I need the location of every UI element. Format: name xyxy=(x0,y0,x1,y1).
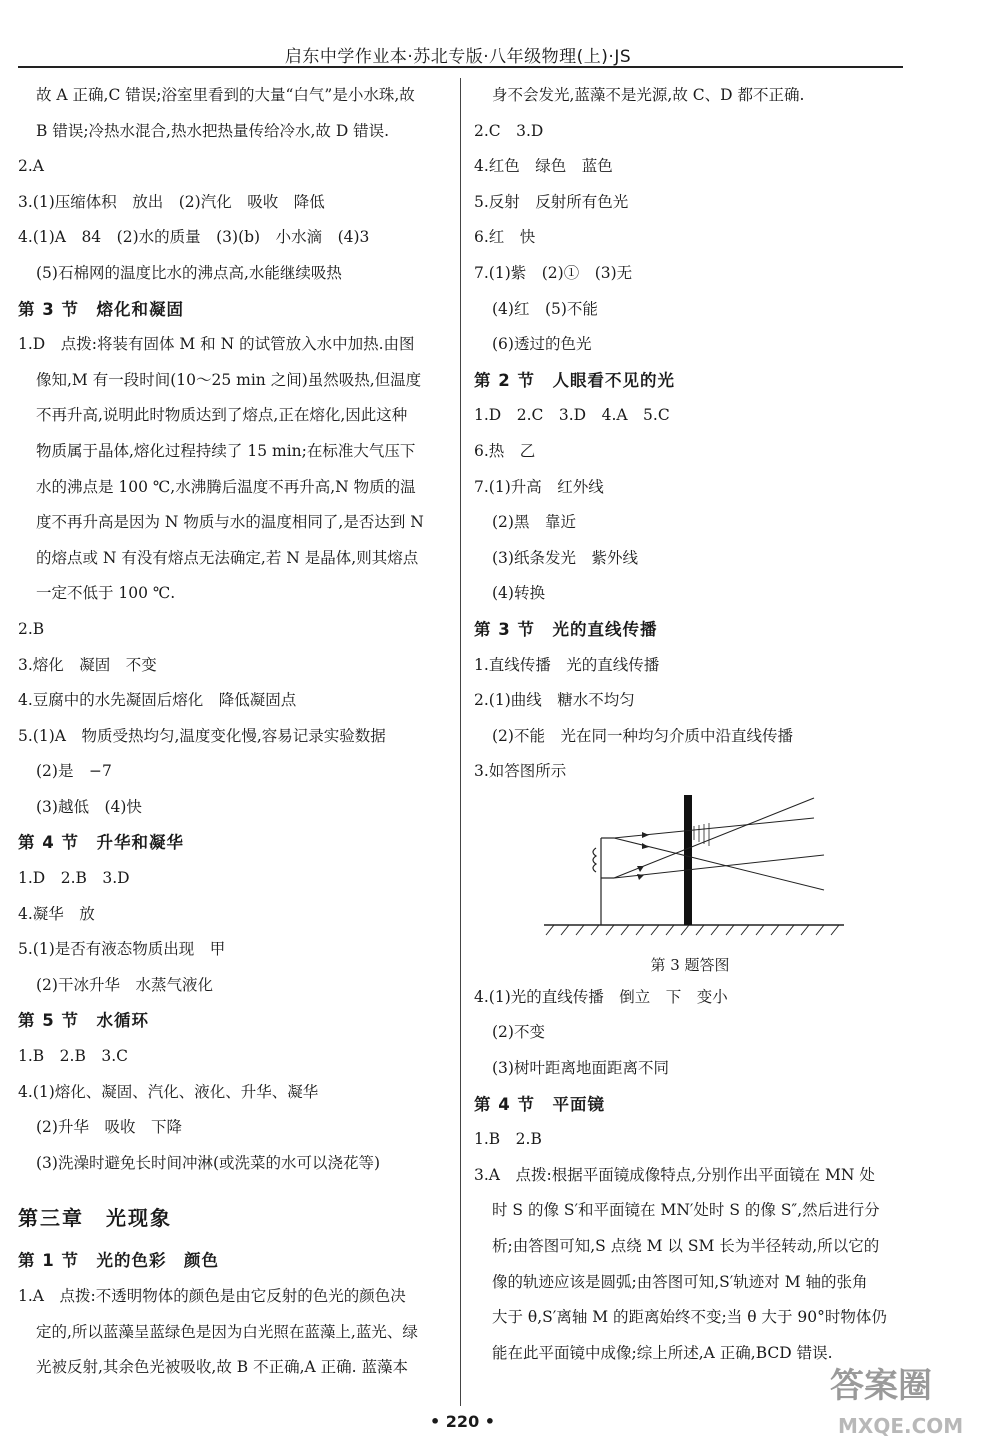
answer-line: (2)是 −7 xyxy=(36,762,112,781)
section-heading: 第 2 节 人眼看不见的光 xyxy=(474,370,675,390)
chapter-heading: 第三章 光现象 xyxy=(18,1206,172,1231)
answer-line: 2.C 3.D xyxy=(474,121,544,140)
answer-line: 时 S 的像 S′和平面镜在 MN′处时 S 的像 S″,然后进行分 xyxy=(492,1201,880,1220)
answer-line: 像知,M 有一段时间(10～25 min 之间)虽然吸热,但温度 xyxy=(36,370,422,389)
answer-line: 1.A 点拨:不透明物体的颜色是由它反射的色光的颜色决 xyxy=(18,1287,406,1305)
answer-line: (6)透过的色光 xyxy=(492,335,592,354)
answer-line: (3)树叶距离地面距离不同 xyxy=(492,1059,669,1078)
answer-line: 3.(1)压缩体积 放出 (2)汽化 吸收 降低 xyxy=(18,192,325,211)
answer-line: 4.凝华 放 xyxy=(18,904,95,923)
answer-line: 度不再升高是因为 N 物质与水的温度相同了,是否达到 N xyxy=(36,513,424,532)
answer-line: 的熔点或 N 有没有熔点无法确定,若 N 是晶体,则其熔点 xyxy=(36,548,419,567)
answer-line: 3.如答图所示 xyxy=(474,762,567,781)
arrow-icon xyxy=(637,874,644,880)
answer-line: 像的轨迹应该是圆弧;由答图可知,S′轨迹对 M 轴的张角 xyxy=(492,1272,868,1291)
answer-line: 1.B 2.B xyxy=(474,1130,542,1149)
answer-line: (3)越低 (4)快 xyxy=(36,797,142,816)
running-header: 启东中学作业本·苏北专版·八年级物理(上)·JS xyxy=(284,47,632,67)
answer-line: 光被反射,其余色光被吸收,故 B 不正确,A 正确. 蓝藻本 xyxy=(36,1358,409,1377)
svg-text:MXQE.COM: MXQE.COM xyxy=(838,1414,964,1438)
answer-line: 4.(1)熔化、凝固、汽化、液化、升华、凝华 xyxy=(18,1082,319,1101)
answer-line: 能在此平面镜中成像;综上所述,A 正确,BCD 错误. xyxy=(492,1343,833,1362)
arrow-icon xyxy=(637,866,644,872)
answer-line: B 错误;冷热水混合,热水把热量传给冷水,故 D 错误. xyxy=(36,121,390,140)
watermark-logo xyxy=(820,1355,990,1445)
svg-text:答案圈: 答案圈 xyxy=(830,1366,932,1406)
answer-line: 4.(1)光的直线传播 倒立 下 变小 xyxy=(474,987,728,1006)
light-rays xyxy=(614,798,824,890)
answer-line: 1.B 2.B 3.C xyxy=(18,1047,129,1066)
header-rule xyxy=(18,66,903,68)
section-heading: 第 1 节 光的色彩 颜色 xyxy=(18,1251,219,1271)
answer-line: 物质属于晶体,熔化过程持续了 15 min;在标准大气压下 xyxy=(36,441,416,460)
answer-line: 4.红色 绿色 蓝色 xyxy=(474,157,613,176)
answer-line: (2)不能 光在同一种均匀介质中沿直线传播 xyxy=(492,726,793,745)
filament-icon xyxy=(593,848,596,872)
answer-line: 2.(1)曲线 糖水不均匀 xyxy=(474,691,635,710)
answer-line: 水的沸点是 100 ℃,水沸腾后温度不再升高,N 物质的温 xyxy=(36,477,416,496)
answer-line: 7.(1)紫 (2)① (3)无 xyxy=(474,263,633,282)
answer-line: 5.(1)是否有液态物质出现 甲 xyxy=(18,940,226,959)
answer-line: 2.A xyxy=(18,157,44,176)
answer-line: (2)黑 靠近 xyxy=(492,513,576,532)
answer-line: 5.(1)A 物质受热均匀,温度变化慢,容易记录实验数据 xyxy=(18,726,386,745)
answer-line: (2)升华 吸收 下降 xyxy=(36,1118,182,1137)
barrier-wall xyxy=(684,795,692,925)
column-divider xyxy=(460,78,461,1406)
answer-line: 一定不低于 100 ℃. xyxy=(36,584,176,603)
page-number: • 220 • xyxy=(430,1412,495,1431)
answer-figure-3 xyxy=(474,790,906,950)
answer-line: 3.熔化 凝固 不变 xyxy=(18,655,157,674)
answer-line: (4)转换 xyxy=(492,584,545,603)
left-column xyxy=(18,78,450,1386)
section-heading: 第 3 节 熔化和凝固 xyxy=(18,299,184,319)
section-heading: 第 5 节 水循环 xyxy=(18,1011,149,1031)
answer-line: (3)洗澡时避免长时间冲淋(或洗菜的水可以浇花等) xyxy=(36,1153,381,1172)
answer-line: 1.直线传播 光的直线传播 xyxy=(474,655,660,674)
answer-line: 1.D 2.C 3.D 4.A 5.C xyxy=(474,406,670,425)
section-heading: 第 3 节 光的直线传播 xyxy=(474,619,658,639)
answer-line: 3.A 点拨:根据平面镜成像特点,分别作出平面镜在 MN 处 xyxy=(474,1165,875,1184)
arrow-icon xyxy=(642,832,649,838)
figure-caption: 第 3 题答图 xyxy=(650,955,730,974)
right-column xyxy=(474,78,906,1371)
answer-line: 1.D 2.B 3.D xyxy=(18,869,130,888)
answer-line: 6.红 快 xyxy=(474,228,536,247)
section-heading: 第 4 节 升华和凝华 xyxy=(18,833,184,853)
answer-line: (2)干冰升华 水蒸气液化 xyxy=(36,975,213,994)
answer-line: 故 A 正确,C 错误;浴室里看到的大量“白气”是小水珠,故 xyxy=(36,86,415,104)
answer-line: 析;由答图可知,S 点绕 M 以 SM 长为半径转动,所以它的 xyxy=(492,1237,880,1256)
answer-line: 6.热 乙 xyxy=(474,441,536,460)
answer-line: (4)红 (5)不能 xyxy=(492,299,598,318)
answer-line: 不再升高,说明此时物质达到了熔点,正在熔化,因此这种 xyxy=(36,406,408,425)
light-straight-line-diagram xyxy=(544,790,844,940)
answer-line: 4.豆腐中的水先凝固后熔化 降低凝固点 xyxy=(18,691,297,710)
answer-line: 5.反射 反射所有色光 xyxy=(474,192,629,211)
answer-line: (5)石棉网的温度比水的沸点高,水能继续吸热 xyxy=(36,263,342,282)
answer-line: 大于 θ,S′离轴 M 的距离始终不变;当 θ 大于 90°时物体仍 xyxy=(492,1308,887,1327)
answer-line: (2)不变 xyxy=(492,1023,545,1042)
answer-line: (3)纸条发光 紫外线 xyxy=(492,548,638,567)
answer-line: 2.B xyxy=(18,619,45,638)
answer-line: 身不会发光,蓝藻不是光源,故 C、D 都不正确. xyxy=(492,86,805,104)
answer-line: 7.(1)升高 红外线 xyxy=(474,477,604,496)
answer-line: 4.(1)A 84 (2)水的质量 (3)(b) 小水滴 (4)3 xyxy=(18,228,370,247)
answer-line: 定的,所以蓝藻呈蓝绿色是因为白光照在蓝藻上,蓝光、绿 xyxy=(36,1322,418,1341)
answer-line: 1.D 点拨:将装有固体 M 和 N 的试管放入水中加热.由图 xyxy=(18,335,415,354)
ground-hatching xyxy=(546,925,839,935)
section-heading: 第 4 节 平面镜 xyxy=(474,1094,605,1114)
